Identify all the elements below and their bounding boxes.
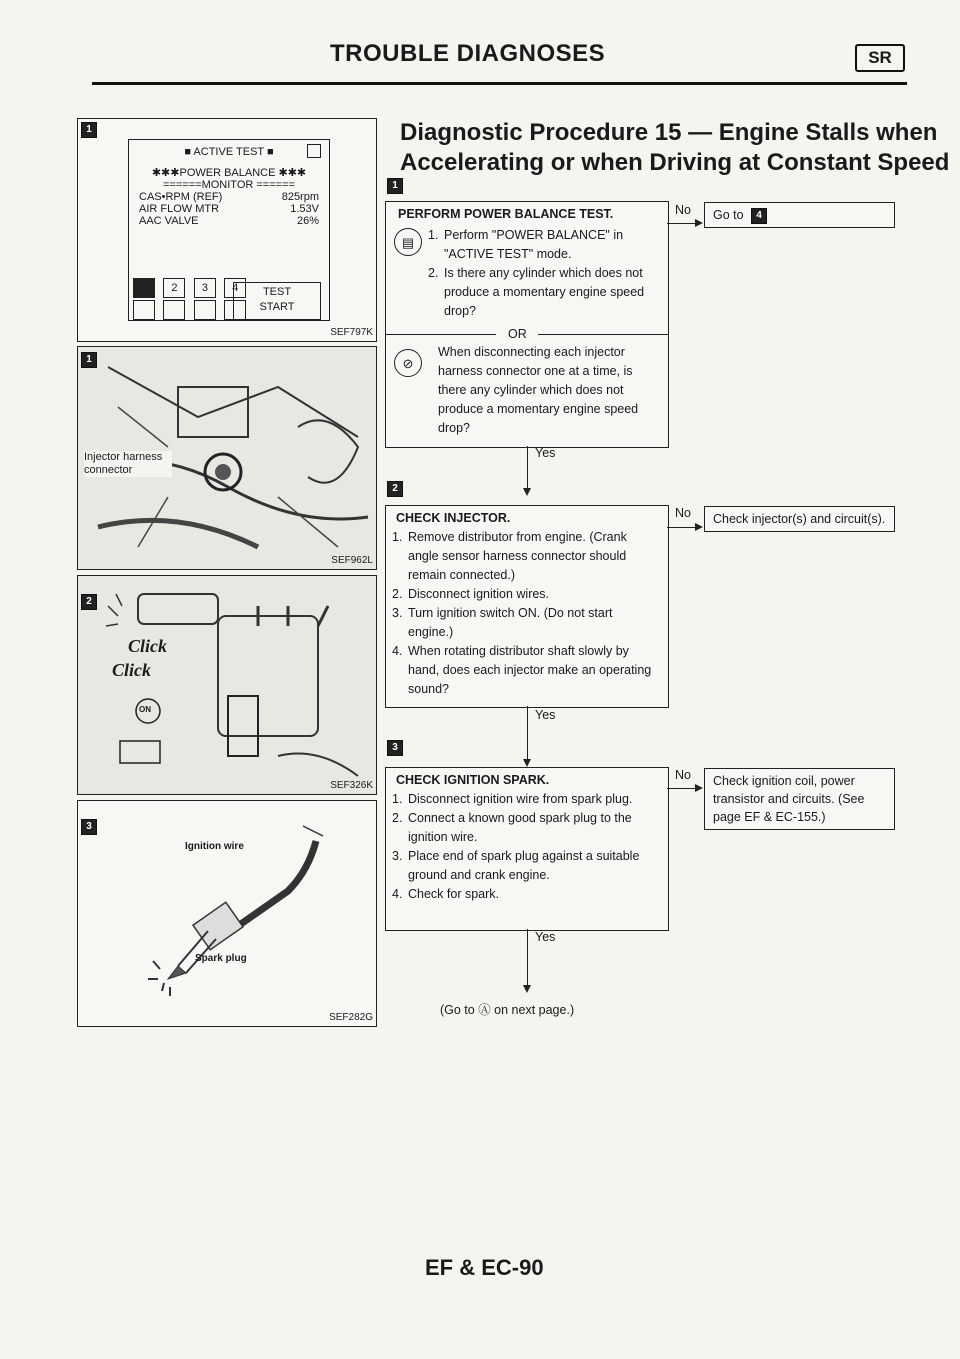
monitor-row bbox=[139, 191, 319, 203]
click-text-1: Click bbox=[128, 636, 167, 656]
monitor-label: ======MONITOR ====== bbox=[163, 179, 295, 191]
box1-yes-label: Yes bbox=[535, 446, 556, 460]
cylinder-button[interactable]: 4 bbox=[224, 278, 246, 298]
spark-plug-illustration bbox=[78, 801, 376, 1026]
monitor-row-value: 825rpm bbox=[281, 191, 319, 203]
fig2-step-badge: 1 bbox=[81, 352, 97, 368]
cylinder-button[interactable]: 1 bbox=[133, 278, 155, 298]
box3-item: 1. Disconnect ignition wire from spark plug. bbox=[392, 790, 656, 809]
box2-no-arrow bbox=[695, 523, 703, 531]
item-text: Connect a known good spark plug to the ignition wire. bbox=[408, 811, 632, 844]
box2-no-label: No bbox=[675, 506, 691, 520]
procedure-title bbox=[400, 118, 949, 178]
procedure-title-line2: Accelerating or when Driving at Constant Speed bbox=[400, 149, 950, 176]
box1-no-arrow bbox=[695, 219, 703, 227]
test-start-button[interactable] bbox=[233, 282, 321, 320]
blank-button[interactable] bbox=[194, 300, 216, 320]
figure-id: SEF326K bbox=[330, 780, 373, 791]
box1-heading: PERFORM POWER BALANCE TEST. bbox=[398, 207, 614, 221]
box2-item: 3. Turn ignition switch ON. (Do not start engine.) bbox=[392, 604, 656, 642]
box2-heading: CHECK INJECTOR. bbox=[396, 511, 511, 525]
monitor-row-label: CAS•RPM (REF) bbox=[139, 191, 223, 203]
flow-box-check-injector bbox=[385, 505, 669, 708]
figure-id: SEF797K bbox=[330, 327, 373, 338]
section-badge: SR bbox=[855, 44, 905, 72]
go-to-text: Go to bbox=[713, 208, 744, 222]
power-balance-label: ✱✱✱POWER BALANCE ✱✱✱ bbox=[151, 167, 307, 179]
spark-plug-label: Spark plug bbox=[195, 953, 247, 964]
monitor-row-value: 26% bbox=[296, 215, 319, 227]
cylinder-button[interactable]: 3 bbox=[194, 278, 216, 298]
box1-items bbox=[386, 224, 668, 321]
figure-id: SEF282G bbox=[329, 1012, 373, 1023]
page-number: EF & EC-90 bbox=[425, 1255, 544, 1280]
step-2-badge: 2 bbox=[387, 481, 403, 497]
flow-box-power-balance bbox=[385, 201, 669, 448]
no-tools-icon: ⊘ bbox=[394, 349, 422, 377]
box1-item: 1. Perform "POWER BALANCE" in "ACTIVE TEST" mode. bbox=[428, 226, 660, 264]
or-label: OR bbox=[508, 327, 527, 341]
monitor-row-value: 1.53V bbox=[290, 203, 319, 215]
flow-box-check-spark bbox=[385, 767, 669, 931]
monitor-row bbox=[139, 215, 319, 227]
item-text: Remove distributor from engine. (Crank angle sensor harness connector should remain connected.) bbox=[408, 530, 627, 582]
box2-items bbox=[386, 528, 668, 699]
fig3-step-badge: 2 bbox=[81, 594, 97, 610]
step-marker: 1 bbox=[387, 178, 403, 194]
box3-no-label: No bbox=[675, 768, 691, 782]
figure-spark-plug bbox=[77, 800, 377, 1027]
item-text: Disconnect ignition wire from spark plug. bbox=[408, 792, 633, 806]
box3-no-arrow bbox=[695, 784, 703, 792]
procedure-title-line1: Diagnostic Procedure 15 — Engine Stalls when bbox=[400, 119, 938, 146]
box3-item: 4. Check for spark. bbox=[392, 885, 656, 904]
test-label: TEST bbox=[262, 286, 292, 298]
box2-item: 2. Disconnect ignition wires. bbox=[392, 585, 656, 604]
monitor-row-label: AAC VALVE bbox=[139, 215, 199, 227]
box3-item: 3. Place end of spark plug against a suitable ground and crank engine. bbox=[392, 847, 656, 885]
blank-button[interactable] bbox=[133, 300, 155, 320]
box3-yes-arrow bbox=[523, 985, 531, 993]
box3-no-line bbox=[667, 788, 695, 789]
consult-tool-icon: ▤ bbox=[394, 228, 422, 256]
screen-corner-box bbox=[307, 144, 321, 158]
box3-item: 2. Connect a known good spark plug to the ignition wire. bbox=[392, 809, 656, 847]
distributor-illustration bbox=[78, 576, 376, 794]
step-4-badge: 4 bbox=[751, 208, 767, 224]
box2-yes-label: Yes bbox=[535, 708, 556, 722]
next-page-note: (Go to Ⓐ on next page.) bbox=[440, 1003, 575, 1017]
fig1-step-badge: 1 bbox=[81, 122, 97, 138]
header-rule bbox=[92, 82, 907, 85]
monitor-rows bbox=[129, 191, 329, 227]
box3-yes-label: Yes bbox=[535, 930, 556, 944]
fig4-step-badge: 3 bbox=[81, 819, 97, 835]
box1-no-line bbox=[667, 223, 695, 224]
box1-no-label: No bbox=[675, 203, 691, 217]
figure-distributor bbox=[77, 575, 377, 795]
box3-yes-line bbox=[527, 929, 528, 987]
ignition-wire-label: Ignition wire bbox=[185, 841, 244, 852]
consult-display bbox=[128, 139, 330, 321]
active-test-label: ■ ACTIVE TEST ■ bbox=[184, 146, 274, 158]
box3-no-result: Check ignition coil, power transistor and circuits. (See page EF & EC-155.) bbox=[704, 768, 895, 830]
box1-yes-line bbox=[527, 446, 528, 490]
step-3-badge: 3 bbox=[387, 740, 403, 756]
box1-alt-text: When disconnecting each injector harness connector one at a time, is there any cylinder which does not produce a momentary engine speed drop? bbox=[438, 345, 639, 435]
click-text-2: Click bbox=[112, 660, 151, 680]
item-text: When rotating distributor shaft slowly by hand, does each injector make an operating sound? bbox=[408, 644, 652, 696]
injector-callout: Injector harness connector bbox=[84, 451, 172, 477]
item-text: Turn ignition switch ON. (Do not start engine.) bbox=[408, 606, 613, 639]
or-divider-right bbox=[538, 334, 668, 335]
ignition-on-icon: ON bbox=[139, 705, 151, 714]
start-label: START bbox=[259, 301, 295, 313]
item-text: Place end of spark plug against a suitable ground and crank engine. bbox=[408, 849, 640, 882]
item-text: Perform "POWER BALANCE" in "ACTIVE TEST" mode. bbox=[444, 228, 624, 261]
page-header-title: TROUBLE DIAGNOSES bbox=[330, 40, 606, 67]
box2-item: 4. When rotating distributor shaft slowly by hand, does each injector make an operating sound? bbox=[392, 642, 656, 699]
or-divider-left bbox=[386, 334, 496, 335]
figure-injector-harness bbox=[77, 346, 377, 570]
box2-item: 1. Remove distributor from engine. (Crank angle sensor harness connector should remain connected.) bbox=[392, 528, 656, 585]
item-text: Is there any cylinder which does not produce a momentary engine speed drop? bbox=[444, 266, 645, 318]
box3-items bbox=[386, 790, 668, 904]
box2-no-result: Check injector(s) and circuit(s). bbox=[704, 506, 895, 532]
cylinder-button[interactable]: 2 bbox=[163, 278, 185, 298]
box3-heading: CHECK IGNITION SPARK. bbox=[396, 773, 550, 787]
box2-yes-arrow bbox=[523, 759, 531, 767]
box2-yes-line bbox=[527, 706, 528, 761]
box2-no-line bbox=[667, 527, 695, 528]
box1-yes-arrow bbox=[523, 488, 531, 496]
blank-button[interactable] bbox=[163, 300, 185, 320]
box1-item: 2. Is there any cylinder which does not produce a momentary engine speed drop? bbox=[428, 264, 660, 321]
figure-consult-screen bbox=[77, 118, 377, 342]
monitor-row-label: AIR FLOW MTR bbox=[139, 203, 220, 215]
item-text: Disconnect ignition wires. bbox=[408, 587, 550, 601]
box1-no-result bbox=[704, 202, 895, 228]
monitor-row bbox=[139, 203, 319, 215]
item-text: Check for spark. bbox=[408, 887, 500, 901]
figure-id: SEF962L bbox=[331, 555, 373, 566]
